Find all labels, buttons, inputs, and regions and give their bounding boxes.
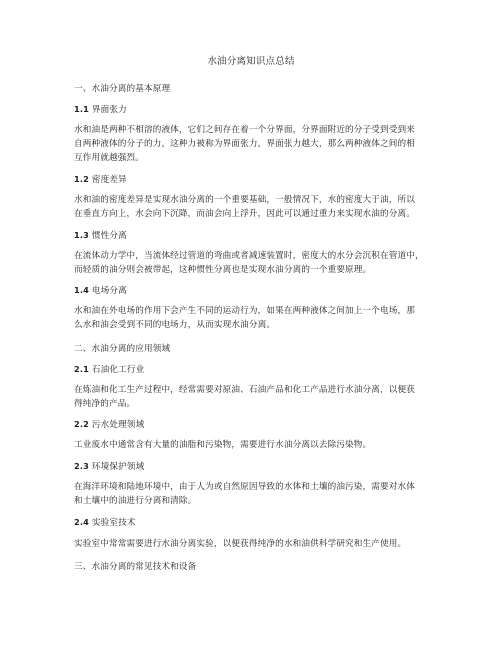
subsection-title: 环境保护领域 bbox=[91, 462, 145, 472]
document-title: 水油分离知识点总结 bbox=[207, 56, 295, 67]
subsection-number: 2.2 bbox=[74, 419, 89, 429]
subsection-number: 2.3 bbox=[74, 461, 89, 471]
paragraph-2-2: 工业废水中通常含有大量的油脂和污染物，需要进行水油分离以去除污染物。 bbox=[74, 440, 372, 450]
subsection-number: 1.1 bbox=[74, 104, 89, 114]
subsection-heading-2-2 bbox=[74, 418, 440, 432]
subsection-title: 密度差异 bbox=[91, 175, 127, 185]
subsection-number: 2.4 bbox=[74, 517, 89, 527]
subsection-heading-1-1 bbox=[74, 103, 440, 117]
subsection-heading-1-3 bbox=[74, 229, 440, 243]
paragraph-1-2: 水和油的密度差异是实现水油分离的一个重要基础，一般情况下，水的密度大于油，所以 在垂直方向上，水会向下沉降，而油会向上浮升，因此可以通过重力来实现水油的分离。 bbox=[74, 195, 416, 219]
subsection-heading-2-4 bbox=[74, 516, 440, 530]
subsection-number: 1.4 bbox=[74, 285, 89, 295]
section-heading-1: 一、水油分离的基本原理 bbox=[74, 84, 171, 94]
subsection-heading-1-4 bbox=[74, 284, 440, 298]
paragraph-1-4: 水和油在外电场的作用下会产生不同的运动行为，如果在两种液体之间加上一个电场，那 么水和油会受到不同的电场力，从而实现水油分离。 bbox=[74, 306, 416, 330]
subsection-heading-2-3 bbox=[74, 460, 440, 474]
subsection-heading-1-2 bbox=[74, 173, 440, 187]
subsection-title: 惯性分离 bbox=[91, 231, 127, 241]
subsection-number: 1.3 bbox=[74, 230, 89, 240]
subsection-number: 2.1 bbox=[74, 364, 89, 374]
subsection-title: 界面张力 bbox=[91, 105, 127, 115]
subsection-title: 污水处理领域 bbox=[91, 420, 145, 430]
paragraph-1-1: 水和油是两种不相溶的液体，它们之间存在着一个分界面，分界面附近的分子受到受到来 自两种液体的分子的力，这种力被称为界面张力，界面张力越大，那么两种液体之间的相 互作用就越强烈。 bbox=[74, 125, 416, 163]
paragraph-2-3: 在海洋环境和陆地环境中，由于人为或自然原因导致的水体和土壤的油污染，需要对水体 和土壤中的油进行分离和清除。 bbox=[74, 482, 416, 506]
section-heading-3: 三、水油分离的常见技术和设备 bbox=[74, 562, 197, 572]
paragraph-2-4: 实验室中常常需要进行水油分离实验，以便获得纯净的水和油供科学研究和生产使用。 bbox=[74, 539, 407, 549]
section-heading-2: 二、水油分离的应用领域 bbox=[74, 344, 171, 354]
subsection-number: 1.2 bbox=[74, 174, 89, 184]
paragraph-1-3: 在流体动力学中，当流体经过管道的弯曲或者减速装置时，密度大的水分会沉积在管道中， 而轻质的油分则会被带起，这种惯性分离也是实现水油分离的一个重要原理。 bbox=[74, 251, 424, 275]
subsection-title: 石油化工行业 bbox=[91, 365, 145, 375]
subsection-title: 实验室技术 bbox=[91, 518, 136, 528]
subsection-title: 电场分离 bbox=[91, 286, 127, 296]
paragraph-2-1: 在炼油和化工生产过程中，经常需要对原油、石油产品和化工产品进行水油分离，以便获 得纯净的产品。 bbox=[74, 385, 416, 409]
subsection-heading-2-1 bbox=[74, 363, 440, 377]
